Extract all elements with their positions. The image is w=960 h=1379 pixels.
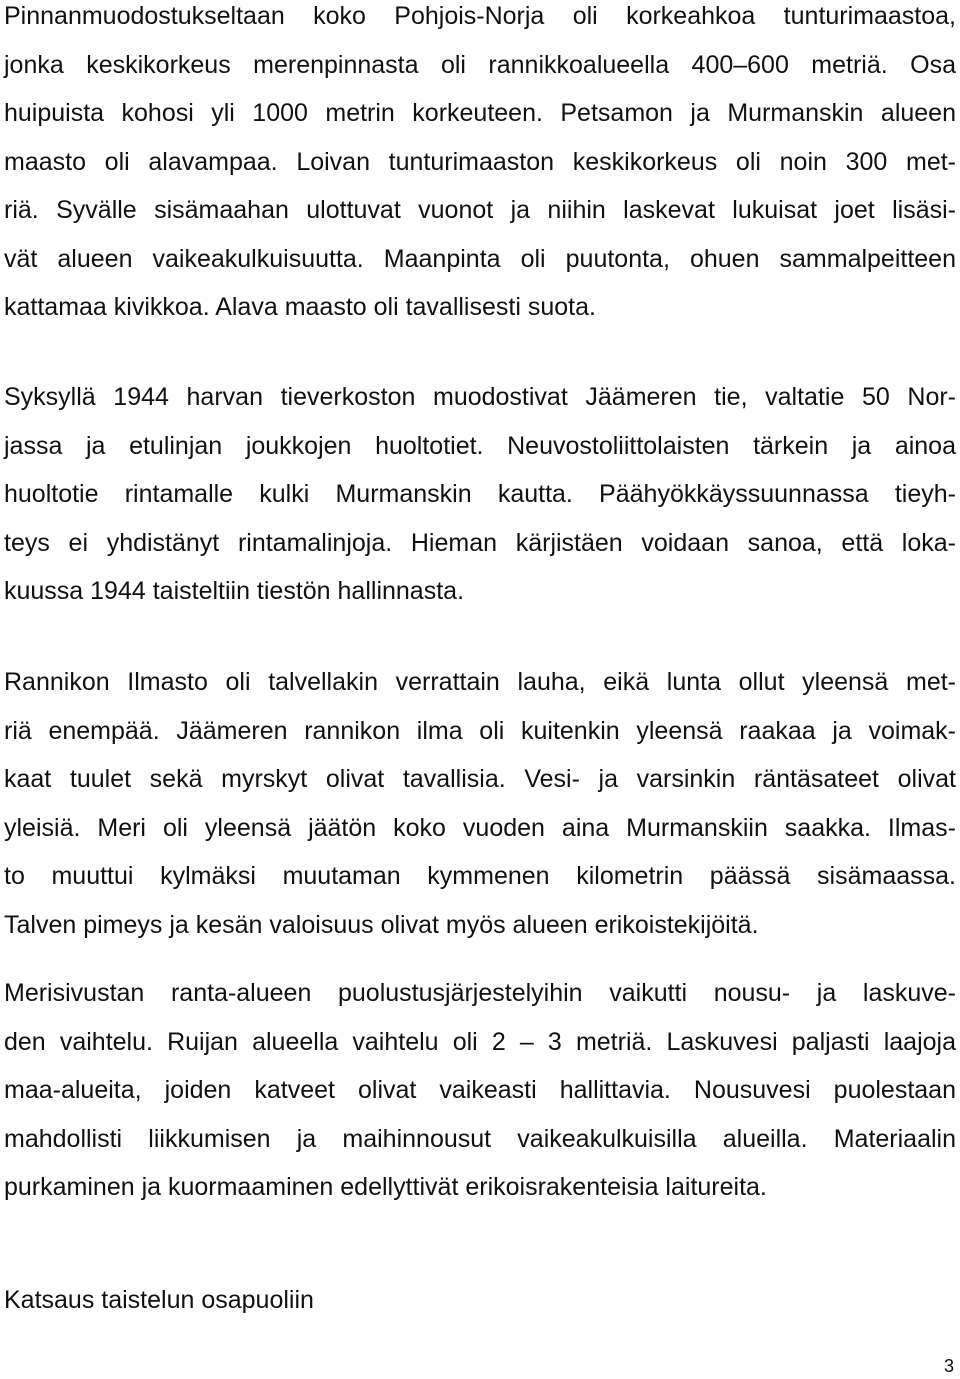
- paragraph-terrain: [4, 0, 956, 332]
- text-line: Rannikon Ilmasto oli talvellakin verrattain lauha, eikä lunta ollut yleensä met-: [4, 668, 956, 696]
- text-line: riä. Syvälle sisämaahan ulottuvat vuonot ja niihin laskevat lukuisat joet lisäsi-: [4, 196, 956, 224]
- text-line: kattamaa kivikkoa. Alava maasto oli tavallisesti suota.: [4, 293, 596, 321]
- text-line: Pinnanmuodostukseltaan koko Pohjois-Norja oli korkeahkoa tunturimaastoa,: [4, 2, 956, 30]
- text-line: kaat tuulet sekä myrskyt olivat tavallisia. Vesi- ja varsinkin räntäsateet olivat: [4, 765, 956, 793]
- text-line: riä enempää. Jäämeren rannikon ilma oli kuitenkin yleensä raakaa ja voimak-: [4, 716, 956, 745]
- text-line: mahdollisti liikkumisen ja maihinnousut vaikeakulkuisilla alueilla. Materiaalin: [4, 1124, 956, 1153]
- text-line: jassa ja etulinjan joukkojen huoltotiet. Neuvostoliittolaisten tärkein ja ainoa: [4, 431, 956, 460]
- text-line: maasto oli alavampaa. Loivan tunturimaaston keskikorkeus oli noin 300 met-: [4, 147, 956, 176]
- text-line: Merisivustan ranta-alueen puolustusjärjestelyihin vaikutti nousu- ja laskuve-: [4, 979, 956, 1007]
- text-line: yleisiä. Meri oli yleensä jäätön koko vuoden aina Murmanskiin saakka. Ilmas-: [4, 813, 956, 842]
- section-heading: Katsaus taistelun osapuoliin: [4, 1286, 314, 1314]
- text-line: jonka keskikorkeus merenpinnasta oli rannikkoalueella 400–600 metriä. Osa: [4, 50, 956, 79]
- paragraph-climate: [4, 658, 956, 949]
- text-line: huoltotie rintamalle kulki Murmanskin kautta. Päähyökkäyssuunnassa tieyh-: [4, 480, 956, 508]
- text-line: vät alueen vaikeakulkuisuutta. Maanpinta oli puutonta, ohuen sammalpeitteen: [4, 244, 956, 273]
- text-line: den vaihtelu. Ruijan alueella vaihtelu oli 2 – 3 metriä. Laskuvesi paljasti laajoja: [4, 1027, 956, 1056]
- text-line: huipuista kohosi yli 1000 metrin korkeuteen. Petsamon ja Murmanskin alueen: [4, 99, 956, 127]
- text-line: to muuttui kylmäksi muutaman kymmenen kilometrin päässä sisämaassa.: [4, 862, 956, 890]
- text-line: Talven pimeys ja kesän valoisuus olivat myös alueen erikoistekijöitä.: [4, 910, 759, 939]
- text-line: kuussa 1944 taisteltiin tiestön hallinnasta.: [4, 577, 465, 605]
- page-number: 3: [943, 1356, 954, 1376]
- text-line: purkaminen ja kuormaaminen edellyttivät erikoisrakenteisia laitureita.: [4, 1173, 767, 1201]
- paragraph-roads: [4, 373, 956, 616]
- paragraph-tides: [4, 969, 956, 1212]
- text-line: Syksyllä 1944 harvan tieverkoston muodostivat Jäämeren tie, valtatie 50 Nor-: [4, 383, 956, 411]
- text-line: maa-alueita, joiden katveet olivat vaikeasti hallittavia. Nousuvesi puolestaan: [4, 1076, 956, 1104]
- text-line: teys ei yhdistänyt rintamalinjoja. Hieman kärjistäen voidaan sanoa, että loka-: [4, 528, 956, 557]
